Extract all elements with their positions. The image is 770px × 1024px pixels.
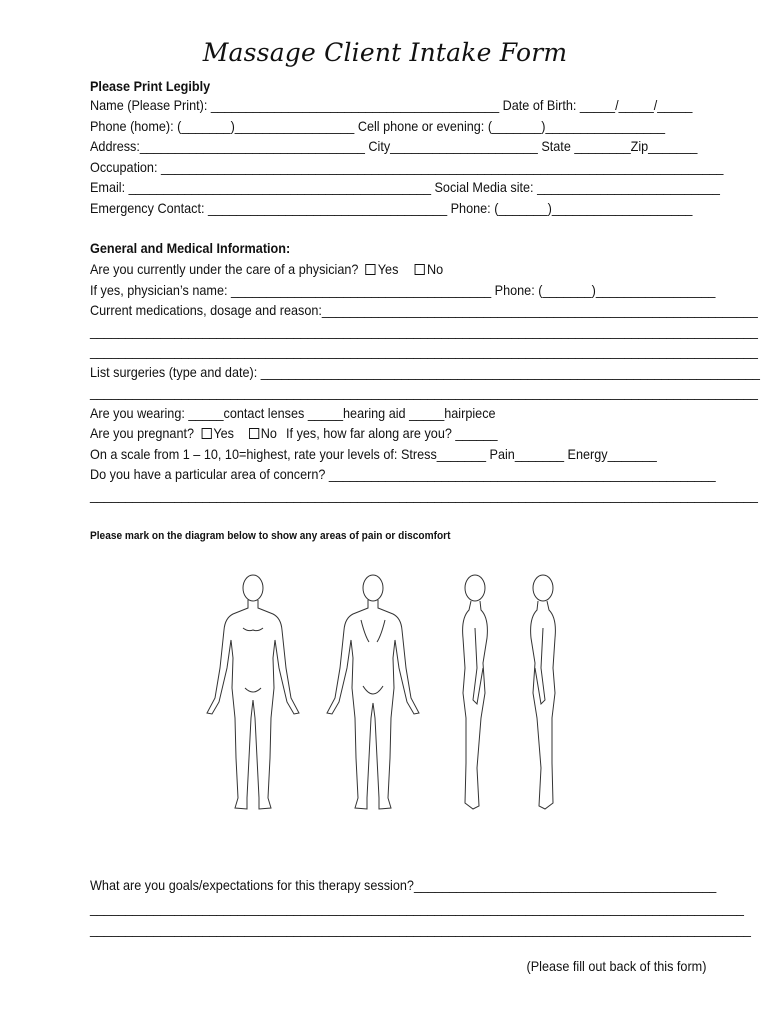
front-body-figure[interactable] bbox=[207, 575, 299, 809]
emergency-contact-line[interactable]: Emergency Contact: __________________________________ Phone: (_______)____________________ bbox=[90, 201, 693, 216]
physician-question bbox=[90, 262, 443, 278]
physician-no-checkbox[interactable] bbox=[415, 264, 425, 275]
physician-name-line[interactable]: If yes, physician’s name: _____________________________________ Phone: (_______)_________________ bbox=[90, 283, 716, 298]
side-body-figure-right[interactable] bbox=[463, 575, 488, 809]
pregnant-no-checkbox[interactable] bbox=[249, 428, 259, 439]
physician-yes-checkbox[interactable] bbox=[366, 264, 376, 275]
address-line[interactable]: Address:________________________________ City_____________________ State ________Zip_______ bbox=[90, 139, 698, 154]
blank-answer-line[interactable]: _______________________________________________________________________________________________ bbox=[90, 324, 758, 339]
pregnant-yes-checkbox[interactable] bbox=[201, 428, 211, 439]
diagram-instruction: Please mark on the diagram below to show any areas of pain or discomfort bbox=[90, 530, 451, 542]
wearing-line[interactable]: Are you wearing: _____contact lenses _____hearing aid _____hairpiece bbox=[90, 406, 496, 421]
print-legibly-note: Please Print Legibly bbox=[90, 79, 211, 94]
goals-line[interactable]: What are you goals/expectations for this therapy session?___________________________________________ bbox=[90, 878, 717, 893]
levels-scale-line[interactable]: On a scale from 1 – 10, 10=highest, rate your levels of: Stress_______ Pain_______ Energy_______ bbox=[90, 447, 657, 462]
pregnant-yes-label: Yes bbox=[213, 426, 234, 441]
back-body-figure[interactable] bbox=[327, 575, 419, 809]
blank-answer-line[interactable]: ______________________________________________________________________________________________ bbox=[90, 922, 751, 937]
form-title: Massage Client Intake Form bbox=[202, 38, 568, 67]
body-diagram[interactable] bbox=[185, 568, 585, 828]
phone-line[interactable]: Phone (home): (_______)_________________ Cell phone or evening: (_______)_________________ bbox=[90, 119, 666, 134]
physician-no-label: No bbox=[427, 262, 444, 277]
name-dob-line[interactable]: Name (Please Print): _________________________________________ Date of Birth: _____/_____/_____ bbox=[90, 98, 693, 113]
blank-answer-line[interactable]: _______________________________________________________________________________________________ bbox=[90, 385, 758, 400]
blank-answer-line[interactable]: _____________________________________________________________________________________________ bbox=[90, 901, 744, 916]
physician-question-text: Are you currently under the care of a physician? bbox=[90, 262, 359, 277]
surgeries-line[interactable]: List surgeries (type and date): _______________________________________________________________________ bbox=[90, 365, 760, 380]
medical-heading: General and Medical Information: bbox=[90, 241, 291, 256]
side-body-figure-left[interactable] bbox=[531, 575, 556, 809]
email-line[interactable]: Email: ___________________________________________ Social Media site: __________________________ bbox=[90, 180, 720, 195]
pregnant-question-text: Are you pregnant? bbox=[90, 426, 195, 441]
blank-answer-line[interactable]: _______________________________________________________________________________________________ bbox=[90, 488, 758, 503]
area-of-concern-line[interactable]: Do you have a particular area of concern? _______________________________________________________ bbox=[90, 467, 716, 482]
occupation-line[interactable]: Occupation: ________________________________________________________________________________ bbox=[90, 160, 724, 175]
back-of-form-note: (Please fill out back of this form) bbox=[526, 959, 706, 974]
physician-yes-label: Yes bbox=[377, 262, 399, 277]
medications-line[interactable]: Current medications, dosage and reason:______________________________________________________________ bbox=[90, 303, 758, 318]
pregnant-followup[interactable]: If yes, how far along are you? ______ bbox=[286, 426, 498, 441]
pregnant-no-label: No bbox=[260, 426, 277, 441]
blank-answer-line[interactable]: _______________________________________________________________________________________________ bbox=[90, 344, 758, 359]
pregnant-question bbox=[90, 426, 498, 442]
